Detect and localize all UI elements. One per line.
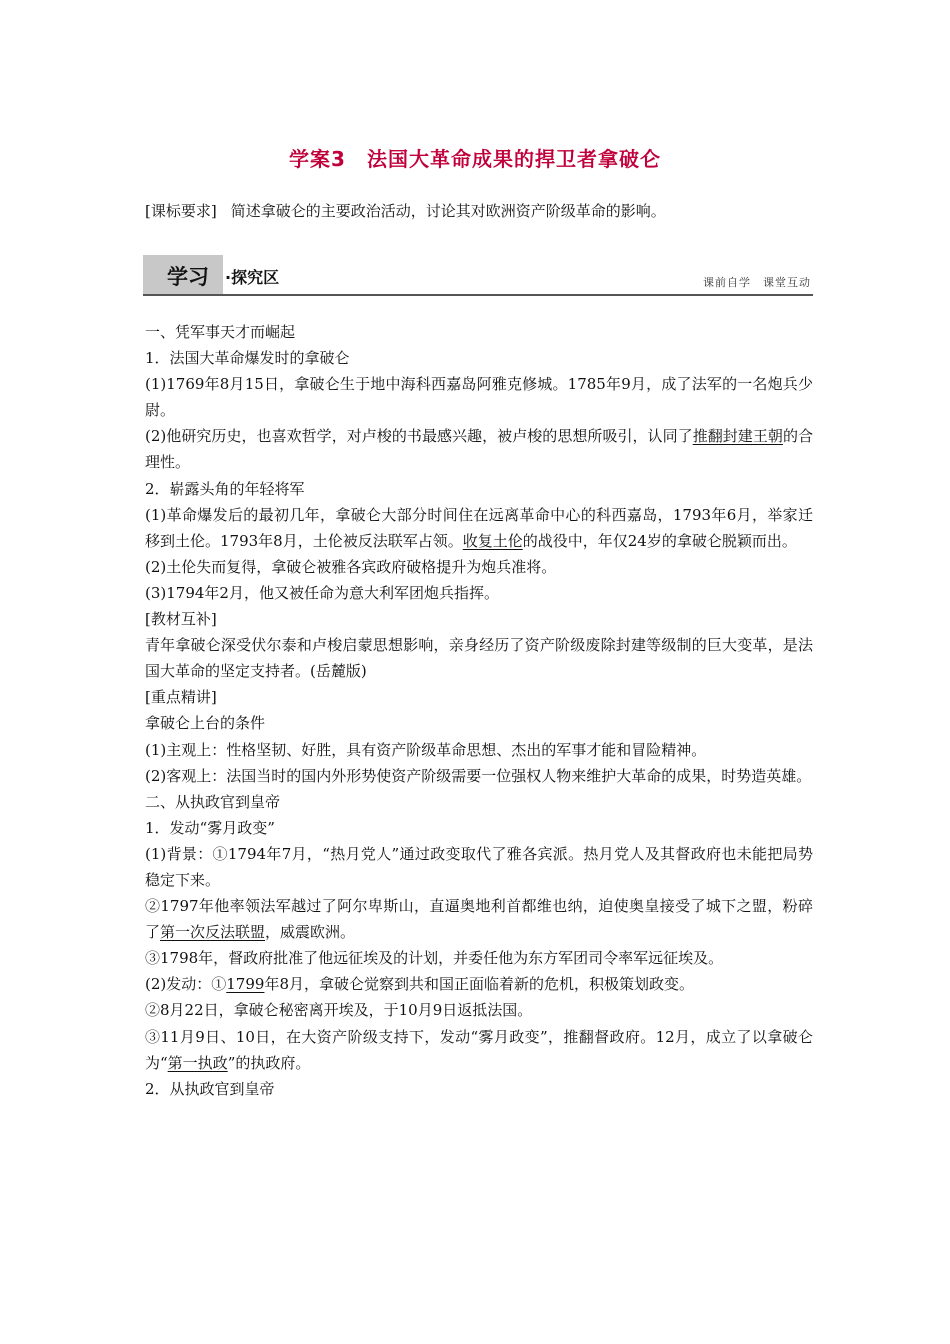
paragraph [145, 971, 813, 997]
paragraph [145, 423, 813, 475]
banner-right-label-2: 课堂互动 [763, 276, 811, 289]
underlined-keyword: 第一执政 [167, 1053, 228, 1072]
paragraph-text: (1)革命爆发后的最初几年，拿破仑大部分时间住在远离革命中心的科西嘉岛，1793年6月，举家迁移到土伦。1793年8月，土伦被反法联军占领。 [145, 505, 813, 550]
banner-underline [143, 294, 813, 296]
paragraph: (2)土伦失而复得，拿破仑被雅各宾政府破格提升为炮兵准将。 [145, 557, 557, 576]
paragraph-text: 年8月，拿破仑觉察到共和国正面临着新的危机，积极策划政变。 [264, 975, 694, 994]
banner-right-labels [703, 274, 811, 290]
subsection-heading: 1．法国大革命爆发时的拿破仑 [145, 349, 350, 368]
section-banner [143, 255, 813, 297]
underlined-keyword: 1799 [226, 975, 265, 994]
page-title: 学案3 法国大革命成果的捍卫者拿破仑 [289, 147, 661, 171]
requirement-tag: [课标要求] [145, 202, 217, 220]
bracket-label: [重点精讲] [145, 688, 217, 707]
banner-sub-label: ·探究区 [225, 268, 280, 287]
paragraph [145, 893, 813, 945]
curriculum-requirement [145, 200, 666, 222]
paragraph-text: ③11月9日、10日，在大资产阶级支持下，发动“雾月政变”，推翻督政府。12月，成立了以拿破仑为“ [145, 1027, 813, 1072]
document-body [145, 319, 813, 1102]
paragraph: (2)客观上：法国当时的国内外形势使资产阶级需要一位强权人物来维护大革命的成果，时势造英雄。 [145, 766, 812, 785]
paragraph-text: ，威震欧洲。 [265, 923, 356, 942]
banner-right-label-1: 课前自学 [703, 276, 751, 289]
paragraph: (1)1769年8月15日，拿破仑生于地中海科西嘉岛阿雅克修城。1785年9月，成了法军的一名炮兵少尉。 [145, 375, 813, 420]
bracket-label: [教材互补] [145, 610, 217, 629]
paragraph: ②8月22日，拿破仑秘密离开埃及，于10月9日返抵法国。 [145, 1001, 533, 1020]
paragraph-text: (2)他研究历史，也喜欢哲学，对卢梭的书最感兴趣，被卢梭的思想所吸引，认同了 [145, 427, 693, 446]
paragraph: (1)主观上：性格坚韧、好胜，具有资产阶级革命思想、杰出的军事才能和冒险精神。 [145, 740, 707, 759]
paragraph-text: 的合理性。 [145, 427, 813, 472]
paragraph-text: ”的执政府。 [227, 1053, 311, 1072]
banner-main-label: 学习 [167, 265, 209, 289]
requirement-text: 简述拿破仑的主要政治活动，讨论其对欧洲资产阶级革命的影响。 [230, 202, 666, 220]
paragraph [145, 502, 813, 554]
underlined-keyword: 第一次反法联盟 [160, 923, 266, 942]
subsection-heading: 1．发动“雾月政变” [145, 818, 275, 837]
section-heading: 一、凭军事天才而崛起 [145, 323, 296, 341]
paragraph: (1)背景：①1794年7月，“热月党人”通过政变取代了雅各宾派。热月党人及其督政府也未能把局势稳定下来。 [145, 844, 813, 889]
paragraph [145, 1024, 813, 1076]
subsection-heading: 2．崭露头角的年轻将军 [145, 479, 305, 498]
paragraph-text: 的战役中，年仅24岁的拿破仑脱颖而出。 [522, 531, 797, 550]
paragraph-text: ②1797年他率领法军越过了阿尔卑斯山，直逼奥地利首都维也纳，迫使奥皇接受了城下之盟，粉碎了 [145, 897, 813, 942]
subsection-heading: 2．从执政官到皇帝 [145, 1079, 275, 1098]
paragraph: 拿破仑上台的条件 [145, 714, 266, 733]
section-heading: 二、从执政官到皇帝 [145, 792, 281, 811]
underlined-keyword: 推翻封建王朝 [692, 427, 783, 446]
paragraph: 青年拿破仑深受伏尔泰和卢梭启蒙思想影响，亲身经历了资产阶级废除封建等级制的巨大变革，是法国大革命的坚定支持者。(岳麓版) [145, 636, 813, 681]
paragraph-text: (2)发动：① [145, 975, 227, 994]
paragraph: ③1798年，督政府批准了他远征埃及的计划，并委任他为东方军团司令率军远征埃及。 [145, 949, 724, 968]
paragraph: (3)1794年2月，他又被任命为意大利军团炮兵指挥。 [145, 583, 499, 602]
underlined-keyword: 收复土伦 [462, 531, 523, 550]
